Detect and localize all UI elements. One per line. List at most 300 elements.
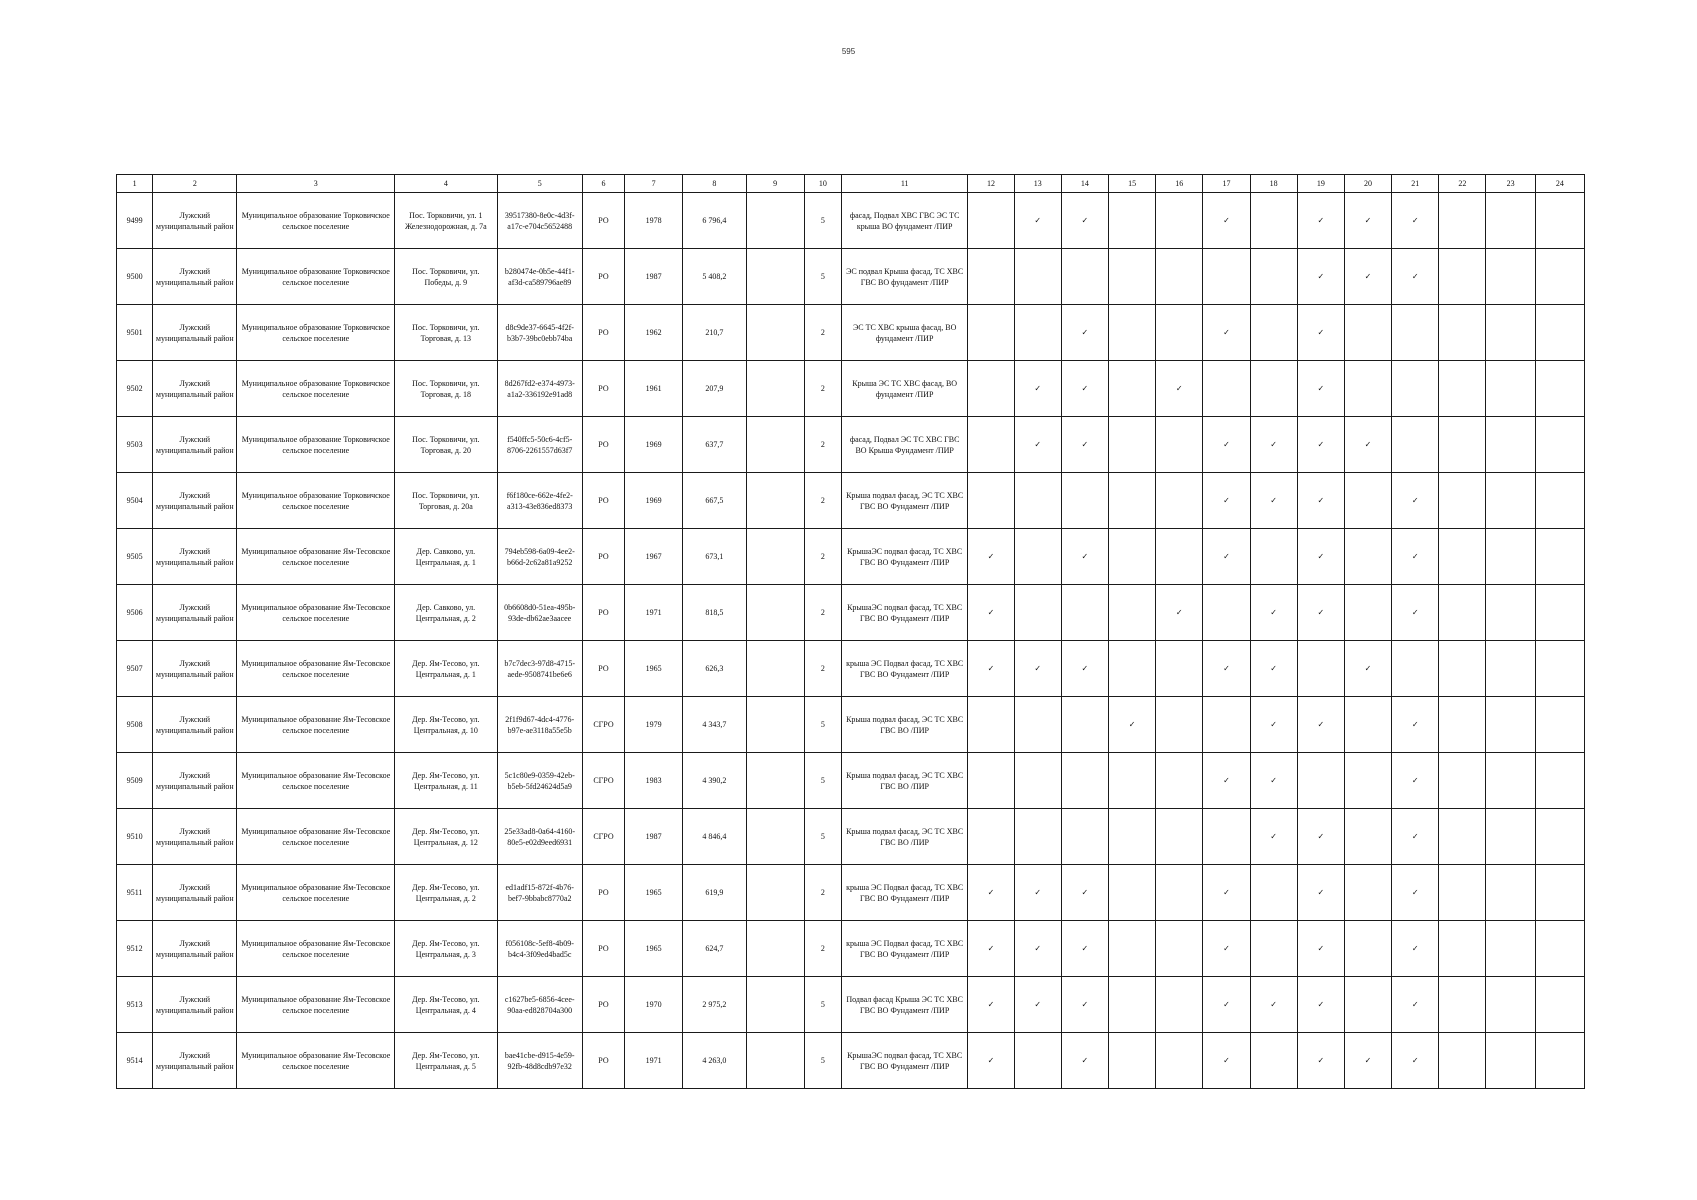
fund-type-cell: РО <box>582 641 624 697</box>
work-check-cell-17 <box>1203 585 1250 641</box>
fund-type-cell: РО <box>582 921 624 977</box>
district-cell: Лужский муниципальный район <box>153 529 237 585</box>
work-check-cell-15 <box>1108 305 1155 361</box>
work-check-cell-19: ✓ <box>1297 977 1344 1033</box>
col-9-cell <box>746 921 804 977</box>
year-built-cell: 1987 <box>625 809 683 865</box>
district-cell: Лужский муниципальный район <box>153 585 237 641</box>
work-check-cell-17: ✓ <box>1203 641 1250 697</box>
work-check-cell-13 <box>1014 697 1061 753</box>
work-check-cell-23 <box>1486 193 1535 249</box>
area-cell: 626,3 <box>683 641 746 697</box>
row-number-cell: 9509 <box>117 753 153 809</box>
work-types-cell: Крыша ЭС ТС ХВС фасад, ВО фундамент /ПИР <box>841 361 968 417</box>
address-cell: Дер. Ям-Тесово, ул. Центральная, д. 10 <box>395 697 497 753</box>
work-check-cell-12 <box>968 249 1014 305</box>
building-guid-cell: 2f1f9d67-4dc4-4776-b97e-ae3118a55e5b <box>497 697 582 753</box>
work-check-cell-12 <box>968 753 1014 809</box>
work-types-cell: фасад, Подвал ЭС ТС ХВС ГВС ВО Крыша Фундамент /ПИР <box>841 417 968 473</box>
work-check-cell-13 <box>1014 753 1061 809</box>
work-check-cell-22 <box>1439 921 1486 977</box>
work-check-cell-20 <box>1344 697 1391 753</box>
work-check-cell-13: ✓ <box>1014 361 1061 417</box>
address-cell: Дер. Ям-Тесово, ул. Центральная, д. 4 <box>395 977 497 1033</box>
floors-cell: 5 <box>804 809 841 865</box>
work-types-cell: крыша ЭС Подвал фасад, ТС ХВС ГВС ВО Фундамент /ПИР <box>841 865 968 921</box>
column-header-3: 3 <box>237 175 395 193</box>
floors-cell: 5 <box>804 753 841 809</box>
work-check-cell-23 <box>1486 977 1535 1033</box>
col-9-cell <box>746 977 804 1033</box>
column-header-23: 23 <box>1486 175 1535 193</box>
work-check-cell-17: ✓ <box>1203 417 1250 473</box>
work-check-cell-12: ✓ <box>968 585 1014 641</box>
fund-type-cell: РО <box>582 249 624 305</box>
col-9-cell <box>746 697 804 753</box>
table-row <box>117 865 1585 921</box>
work-check-cell-15: ✓ <box>1108 697 1155 753</box>
work-check-cell-21: ✓ <box>1392 753 1439 809</box>
work-types-cell: фасад, Подвал ХВС ГВС ЭС ТС крыша ВО фундамент /ПИР <box>841 193 968 249</box>
col-9-cell <box>746 193 804 249</box>
year-built-cell: 1962 <box>625 305 683 361</box>
work-check-cell-12: ✓ <box>968 865 1014 921</box>
table-row <box>117 361 1585 417</box>
work-check-cell-15 <box>1108 865 1155 921</box>
column-header-20: 20 <box>1344 175 1391 193</box>
col-9-cell <box>746 249 804 305</box>
table-row <box>117 193 1585 249</box>
district-cell: Лужский муниципальный район <box>153 865 237 921</box>
district-cell: Лужский муниципальный район <box>153 753 237 809</box>
work-check-cell-16 <box>1156 921 1203 977</box>
work-check-cell-21: ✓ <box>1392 193 1439 249</box>
area-cell: 207,9 <box>683 361 746 417</box>
work-check-cell-23 <box>1486 473 1535 529</box>
work-check-cell-21 <box>1392 417 1439 473</box>
work-check-cell-16 <box>1156 1033 1203 1089</box>
table-row <box>117 921 1585 977</box>
municipality-cell: Муниципальное образование Ям-Тесовское сельское поселение <box>237 921 395 977</box>
work-check-cell-21 <box>1392 305 1439 361</box>
municipality-cell: Муниципальное образование Торковичское сельское поселение <box>237 473 395 529</box>
building-guid-cell: bae41cbe-d915-4e59-92fb-48d8cdb97e32 <box>497 1033 582 1089</box>
work-check-cell-12 <box>968 305 1014 361</box>
fund-type-cell: РО <box>582 977 624 1033</box>
work-check-cell-19: ✓ <box>1297 193 1344 249</box>
work-check-cell-15 <box>1108 809 1155 865</box>
work-check-cell-20 <box>1344 809 1391 865</box>
table-header <box>117 175 1585 193</box>
year-built-cell: 1965 <box>625 641 683 697</box>
work-check-cell-20: ✓ <box>1344 193 1391 249</box>
work-check-cell-13 <box>1014 809 1061 865</box>
work-check-cell-17 <box>1203 361 1250 417</box>
municipality-cell: Муниципальное образование Ям-Тесовское сельское поселение <box>237 1033 395 1089</box>
work-check-cell-16 <box>1156 641 1203 697</box>
work-check-cell-18: ✓ <box>1250 697 1297 753</box>
floors-cell: 2 <box>804 529 841 585</box>
year-built-cell: 1987 <box>625 249 683 305</box>
work-check-cell-19: ✓ <box>1297 921 1344 977</box>
work-check-cell-21: ✓ <box>1392 529 1439 585</box>
fund-type-cell: РО <box>582 193 624 249</box>
work-check-cell-20 <box>1344 753 1391 809</box>
work-check-cell-16 <box>1156 809 1203 865</box>
address-cell: Дер. Ям-Тесово, ул. Центральная, д. 3 <box>395 921 497 977</box>
table-body <box>117 193 1585 1089</box>
municipality-cell: Муниципальное образование Ям-Тесовское сельское поселение <box>237 697 395 753</box>
year-built-cell: 1979 <box>625 697 683 753</box>
fund-type-cell: РО <box>582 473 624 529</box>
area-cell: 6 796,4 <box>683 193 746 249</box>
district-cell: Лужский муниципальный район <box>153 977 237 1033</box>
floors-cell: 2 <box>804 305 841 361</box>
work-check-cell-20 <box>1344 473 1391 529</box>
work-check-cell-20 <box>1344 361 1391 417</box>
work-check-cell-12 <box>968 193 1014 249</box>
col-9-cell <box>746 417 804 473</box>
work-types-cell: Крыша подвал фасад, ЭС ТС ХВС ГВС ВО /ПИР <box>841 697 968 753</box>
row-number-cell: 9499 <box>117 193 153 249</box>
building-guid-cell: 794eb598-6a09-4ee2-b66d-2c62a81a9252 <box>497 529 582 585</box>
work-check-cell-19: ✓ <box>1297 1033 1344 1089</box>
floors-cell: 2 <box>804 641 841 697</box>
col-9-cell <box>746 1033 804 1089</box>
municipality-cell: Муниципальное образование Торковичское сельское поселение <box>237 361 395 417</box>
work-check-cell-13 <box>1014 585 1061 641</box>
building-guid-cell: b280474e-0b5e-44f1-af3d-ca589796ae89 <box>497 249 582 305</box>
row-number-cell: 9510 <box>117 809 153 865</box>
work-check-cell-16 <box>1156 697 1203 753</box>
work-check-cell-14: ✓ <box>1061 1033 1108 1089</box>
work-check-cell-17: ✓ <box>1203 1033 1250 1089</box>
work-check-cell-14: ✓ <box>1061 305 1108 361</box>
row-number-cell: 9500 <box>117 249 153 305</box>
col-9-cell <box>746 753 804 809</box>
district-cell: Лужский муниципальный район <box>153 641 237 697</box>
work-check-cell-14: ✓ <box>1061 361 1108 417</box>
table-row <box>117 697 1585 753</box>
year-built-cell: 1969 <box>625 417 683 473</box>
fund-type-cell: РО <box>582 305 624 361</box>
work-check-cell-23 <box>1486 865 1535 921</box>
work-check-cell-17: ✓ <box>1203 529 1250 585</box>
fund-type-cell: РО <box>582 361 624 417</box>
work-check-cell-15 <box>1108 193 1155 249</box>
work-check-cell-22 <box>1439 249 1486 305</box>
column-header-4: 4 <box>395 175 497 193</box>
work-check-cell-22 <box>1439 865 1486 921</box>
work-check-cell-20 <box>1344 921 1391 977</box>
floors-cell: 5 <box>804 1033 841 1089</box>
work-check-cell-24 <box>1535 809 1584 865</box>
work-check-cell-15 <box>1108 921 1155 977</box>
building-guid-cell: 39517380-8e0c-4d3f-a17c-e704c5652488 <box>497 193 582 249</box>
work-check-cell-22 <box>1439 361 1486 417</box>
row-number-cell: 9508 <box>117 697 153 753</box>
year-built-cell: 1967 <box>625 529 683 585</box>
table-row <box>117 585 1585 641</box>
floors-cell: 2 <box>804 865 841 921</box>
work-check-cell-12: ✓ <box>968 529 1014 585</box>
column-header-5: 5 <box>497 175 582 193</box>
work-check-cell-19: ✓ <box>1297 697 1344 753</box>
work-check-cell-14 <box>1061 809 1108 865</box>
municipality-cell: Муниципальное образование Ям-Тесовское сельское поселение <box>237 977 395 1033</box>
building-guid-cell: 8d267fd2-e374-4973-a1a2-336192e91ad8 <box>497 361 582 417</box>
area-cell: 4 390,2 <box>683 753 746 809</box>
address-cell: Пос. Торковичи, ул. Торговая, д. 20а <box>395 473 497 529</box>
work-check-cell-15 <box>1108 529 1155 585</box>
district-cell: Лужский муниципальный район <box>153 697 237 753</box>
table-row <box>117 473 1585 529</box>
table-row <box>117 1033 1585 1089</box>
work-check-cell-16 <box>1156 753 1203 809</box>
work-check-cell-12 <box>968 809 1014 865</box>
work-check-cell-20 <box>1344 865 1391 921</box>
building-guid-cell: c1627be5-6856-4cee-90aa-ed828704a300 <box>497 977 582 1033</box>
column-header-2: 2 <box>153 175 237 193</box>
year-built-cell: 1970 <box>625 977 683 1033</box>
work-check-cell-14 <box>1061 249 1108 305</box>
work-check-cell-17: ✓ <box>1203 977 1250 1033</box>
work-check-cell-15 <box>1108 1033 1155 1089</box>
table-row <box>117 753 1585 809</box>
year-built-cell: 1978 <box>625 193 683 249</box>
work-check-cell-23 <box>1486 361 1535 417</box>
work-check-cell-19: ✓ <box>1297 865 1344 921</box>
work-types-cell: ЭС подвал Крыша фасад, ТС ХВС ГВС ВО фундамент /ПИР <box>841 249 968 305</box>
work-check-cell-16 <box>1156 865 1203 921</box>
work-check-cell-21: ✓ <box>1392 1033 1439 1089</box>
work-check-cell-12: ✓ <box>968 641 1014 697</box>
col-9-cell <box>746 529 804 585</box>
col-9-cell <box>746 473 804 529</box>
work-check-cell-23 <box>1486 921 1535 977</box>
municipality-cell: Муниципальное образование Ям-Тесовское сельское поселение <box>237 585 395 641</box>
work-check-cell-23 <box>1486 417 1535 473</box>
address-cell: Дер. Ям-Тесово, ул. Центральная, д. 2 <box>395 865 497 921</box>
work-check-cell-12 <box>968 473 1014 529</box>
work-check-cell-22 <box>1439 305 1486 361</box>
work-check-cell-23 <box>1486 249 1535 305</box>
column-header-17: 17 <box>1203 175 1250 193</box>
row-number-cell: 9512 <box>117 921 153 977</box>
address-cell: Дер. Ям-Тесово, ул. Центральная, д. 5 <box>395 1033 497 1089</box>
col-9-cell <box>746 809 804 865</box>
work-types-cell: КрышаЭС подвал фасад, ТС ХВС ГВС ВО Фундамент /ПИР <box>841 585 968 641</box>
work-check-cell-20 <box>1344 977 1391 1033</box>
work-check-cell-24 <box>1535 1033 1584 1089</box>
municipality-cell: Муниципальное образование Ям-Тесовское сельское поселение <box>237 529 395 585</box>
building-guid-cell: 5c1c80e9-0359-42eb-b5eb-5fd24624d5a9 <box>497 753 582 809</box>
municipality-cell: Муниципальное образование Торковичское сельское поселение <box>237 305 395 361</box>
building-guid-cell: b7c7dec3-97d8-4715-aede-9508741be6e6 <box>497 641 582 697</box>
work-types-cell: ЭС ТС ХВС крыша фасад, ВО фундамент /ПИР <box>841 305 968 361</box>
area-cell: 5 408,2 <box>683 249 746 305</box>
work-check-cell-23 <box>1486 529 1535 585</box>
work-check-cell-15 <box>1108 249 1155 305</box>
work-check-cell-22 <box>1439 417 1486 473</box>
column-header-18: 18 <box>1250 175 1297 193</box>
column-header-21: 21 <box>1392 175 1439 193</box>
table-row <box>117 641 1585 697</box>
floors-cell: 2 <box>804 417 841 473</box>
floors-cell: 2 <box>804 921 841 977</box>
table-row <box>117 977 1585 1033</box>
floors-cell: 5 <box>804 977 841 1033</box>
work-check-cell-15 <box>1108 585 1155 641</box>
area-cell: 2 975,2 <box>683 977 746 1033</box>
work-check-cell-23 <box>1486 641 1535 697</box>
work-check-cell-12 <box>968 361 1014 417</box>
work-check-cell-20: ✓ <box>1344 249 1391 305</box>
work-check-cell-20 <box>1344 305 1391 361</box>
year-built-cell: 1965 <box>625 921 683 977</box>
fund-type-cell: РО <box>582 1033 624 1089</box>
address-cell: Дер. Ям-Тесово, ул. Центральная, д. 1 <box>395 641 497 697</box>
work-check-cell-22 <box>1439 529 1486 585</box>
work-check-cell-21: ✓ <box>1392 809 1439 865</box>
work-check-cell-13: ✓ <box>1014 641 1061 697</box>
work-check-cell-18 <box>1250 305 1297 361</box>
work-check-cell-18: ✓ <box>1250 977 1297 1033</box>
row-number-cell: 9513 <box>117 977 153 1033</box>
floors-cell: 2 <box>804 361 841 417</box>
work-types-cell: Крыша подвал фасад, ЭС ТС ХВС ГВС ВО Фундамент /ПИР <box>841 473 968 529</box>
row-number-cell: 9506 <box>117 585 153 641</box>
row-number-cell: 9514 <box>117 1033 153 1089</box>
address-cell: Пос. Торковичи, ул. 1 Железнодорожная, д. 7а <box>395 193 497 249</box>
col-9-cell <box>746 641 804 697</box>
work-check-cell-13: ✓ <box>1014 921 1061 977</box>
work-check-cell-24 <box>1535 641 1584 697</box>
work-check-cell-19: ✓ <box>1297 809 1344 865</box>
work-check-cell-14: ✓ <box>1061 417 1108 473</box>
district-cell: Лужский муниципальный район <box>153 473 237 529</box>
work-check-cell-12 <box>968 697 1014 753</box>
work-check-cell-23 <box>1486 305 1535 361</box>
work-check-cell-16 <box>1156 529 1203 585</box>
work-check-cell-13 <box>1014 473 1061 529</box>
building-guid-cell: d8c9de37-6645-4f2f-b3b7-39bc0ebb74ba <box>497 305 582 361</box>
address-cell: Пос. Торковичи, ул. Торговая, д. 20 <box>395 417 497 473</box>
work-check-cell-20: ✓ <box>1344 1033 1391 1089</box>
work-check-cell-14: ✓ <box>1061 529 1108 585</box>
col-9-cell <box>746 305 804 361</box>
building-guid-cell: 0b6608d0-51ea-495b-93de-db62ae3aacee <box>497 585 582 641</box>
work-check-cell-24 <box>1535 473 1584 529</box>
area-cell: 624,7 <box>683 921 746 977</box>
fund-type-cell: СГРО <box>582 697 624 753</box>
column-header-1: 1 <box>117 175 153 193</box>
work-check-cell-12: ✓ <box>968 977 1014 1033</box>
work-check-cell-12: ✓ <box>968 921 1014 977</box>
row-number-cell: 9507 <box>117 641 153 697</box>
work-check-cell-16 <box>1156 417 1203 473</box>
address-cell: Пос. Торковичи, ул. Победы, д. 9 <box>395 249 497 305</box>
work-check-cell-23 <box>1486 809 1535 865</box>
work-types-cell: КрышаЭС подвал фасад, ТС ХВС ГВС ВО Фундамент /ПИР <box>841 1033 968 1089</box>
work-check-cell-24 <box>1535 249 1584 305</box>
work-check-cell-17: ✓ <box>1203 473 1250 529</box>
work-check-cell-20: ✓ <box>1344 641 1391 697</box>
work-check-cell-22 <box>1439 977 1486 1033</box>
col-9-cell <box>746 585 804 641</box>
municipality-cell: Муниципальное образование Ям-Тесовское сельское поселение <box>237 753 395 809</box>
building-guid-cell: 25e33ad8-0a64-4160-80e5-e02d9eed6931 <box>497 809 582 865</box>
work-check-cell-18: ✓ <box>1250 753 1297 809</box>
work-check-cell-20 <box>1344 529 1391 585</box>
table-row <box>117 249 1585 305</box>
municipality-cell: Муниципальное образование Торковичское сельское поселение <box>237 193 395 249</box>
address-cell: Пос. Торковичи, ул. Торговая, д. 18 <box>395 361 497 417</box>
table-row <box>117 417 1585 473</box>
work-types-cell: Подвал фасад Крыша ЭС ТС ХВС ГВС ВО Фундамент /ПИР <box>841 977 968 1033</box>
floors-cell: 5 <box>804 193 841 249</box>
district-cell: Лужский муниципальный район <box>153 249 237 305</box>
row-number-cell: 9502 <box>117 361 153 417</box>
work-check-cell-21 <box>1392 641 1439 697</box>
work-check-cell-14: ✓ <box>1061 977 1108 1033</box>
work-check-cell-15 <box>1108 417 1155 473</box>
work-check-cell-18 <box>1250 361 1297 417</box>
row-number-cell: 9503 <box>117 417 153 473</box>
area-cell: 4 846,4 <box>683 809 746 865</box>
work-check-cell-18: ✓ <box>1250 473 1297 529</box>
work-check-cell-21: ✓ <box>1392 977 1439 1033</box>
work-check-cell-18 <box>1250 193 1297 249</box>
work-check-cell-18: ✓ <box>1250 585 1297 641</box>
work-check-cell-22 <box>1439 809 1486 865</box>
work-check-cell-13: ✓ <box>1014 865 1061 921</box>
year-built-cell: 1971 <box>625 585 683 641</box>
work-check-cell-16 <box>1156 193 1203 249</box>
area-cell: 667,5 <box>683 473 746 529</box>
work-check-cell-17 <box>1203 697 1250 753</box>
work-check-cell-19: ✓ <box>1297 417 1344 473</box>
work-types-cell: КрышаЭС подвал фасад, ТС ХВС ГВС ВО Фундамент /ПИР <box>841 529 968 585</box>
work-check-cell-19: ✓ <box>1297 305 1344 361</box>
area-cell: 210,7 <box>683 305 746 361</box>
work-check-cell-21: ✓ <box>1392 921 1439 977</box>
work-check-cell-24 <box>1535 977 1584 1033</box>
municipality-cell: Муниципальное образование Торковичское сельское поселение <box>237 417 395 473</box>
work-types-cell: Крыша подвал фасад, ЭС ТС ХВС ГВС ВО /ПИР <box>841 809 968 865</box>
work-check-cell-13 <box>1014 529 1061 585</box>
work-check-cell-12: ✓ <box>968 1033 1014 1089</box>
work-check-cell-14: ✓ <box>1061 641 1108 697</box>
work-types-cell: Крыша подвал фасад, ЭС ТС ХВС ГВС ВО /ПИР <box>841 753 968 809</box>
fund-type-cell: РО <box>582 585 624 641</box>
year-built-cell: 1961 <box>625 361 683 417</box>
work-check-cell-21 <box>1392 361 1439 417</box>
work-check-cell-13 <box>1014 305 1061 361</box>
work-check-cell-19: ✓ <box>1297 249 1344 305</box>
work-check-cell-15 <box>1108 753 1155 809</box>
work-check-cell-22 <box>1439 641 1486 697</box>
work-check-cell-19: ✓ <box>1297 585 1344 641</box>
table-row <box>117 305 1585 361</box>
municipality-cell: Муниципальное образование Ям-Тесовское сельское поселение <box>237 865 395 921</box>
district-cell: Лужский муниципальный район <box>153 361 237 417</box>
work-check-cell-24 <box>1535 753 1584 809</box>
work-check-cell-18 <box>1250 921 1297 977</box>
work-check-cell-14: ✓ <box>1061 865 1108 921</box>
floors-cell: 5 <box>804 249 841 305</box>
work-check-cell-13 <box>1014 249 1061 305</box>
